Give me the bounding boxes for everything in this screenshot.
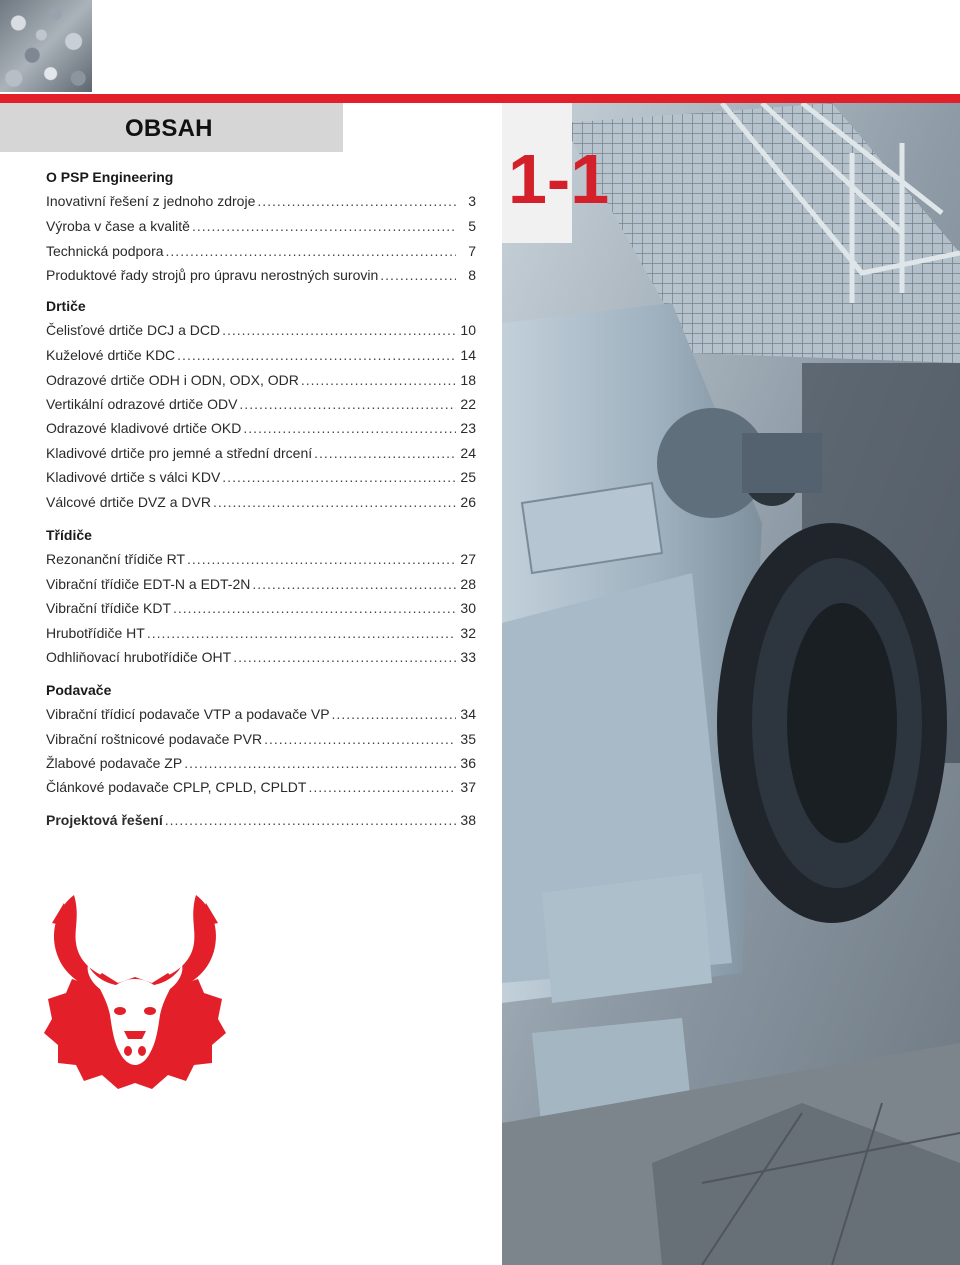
toc-entry-label: Vertikální odrazové drtiče ODV xyxy=(46,396,238,412)
toc-entry-label: Odrazové drtiče ODH i ODN, ODX, ODR xyxy=(46,372,299,388)
toc-entry-label: Výroba v čase a kvalitě xyxy=(46,218,190,234)
toc-entry[interactable] xyxy=(46,706,476,724)
page-title: OBSAH xyxy=(125,115,213,142)
toc-entry[interactable] xyxy=(46,779,476,797)
toc-entry-label: Vibrační třídiče EDT-N a EDT-2N xyxy=(46,576,251,592)
toc-entry-page: 35 xyxy=(460,731,476,747)
toc-entry-label: Technická podpora xyxy=(46,243,164,259)
toc-entry-page: 30 xyxy=(460,600,476,616)
toc-entry-label: Čelisťové drtiče DCJ a DCD xyxy=(46,322,221,338)
toc-entry-page: 34 xyxy=(460,706,476,722)
toc-entry-page: 36 xyxy=(460,755,476,771)
toc-entry-label: Inovativní řešení z jednoho zdroje xyxy=(46,193,256,209)
toc-entry-page: 7 xyxy=(468,243,476,259)
toc-entry-label: Vibrační roštnicové podavače PVR xyxy=(46,731,263,747)
toc-entry-page: 24 xyxy=(460,445,476,461)
toc-entry-label: Hrubotřídiče HT xyxy=(46,625,145,641)
toc-entry-page: 23 xyxy=(460,420,476,436)
toc-entry-page: 28 xyxy=(460,576,476,592)
toc-entry[interactable] xyxy=(46,551,476,569)
toc-entry[interactable] xyxy=(46,243,476,261)
machine-photo xyxy=(502,103,960,1265)
toc-entry-page: 14 xyxy=(460,347,476,363)
section-heading: Drtiče xyxy=(46,298,86,314)
toc-entry-page: 26 xyxy=(460,494,476,510)
toc-entry[interactable] xyxy=(46,625,476,643)
toc-entry[interactable] xyxy=(46,218,476,236)
toc-entry-label: Odhliňovací hrubotřídiče OHT xyxy=(46,649,232,665)
toc-entry-label: Projektová řešení xyxy=(46,812,163,828)
toc-entry[interactable] xyxy=(46,445,476,463)
toc-entry-label: Odrazové kladivové drtiče OKD xyxy=(46,420,242,436)
toc-entry-page: 33 xyxy=(460,649,476,665)
toc-entry-label: Válcové drtiče DVZ a DVR xyxy=(46,494,211,510)
red-header-line xyxy=(0,94,960,103)
toc-entry-label: Vibrační třídiče KDT xyxy=(46,600,172,616)
toc-entry[interactable] xyxy=(46,649,476,667)
toc-entry-page: 3 xyxy=(468,193,476,209)
toc-entry-page: 22 xyxy=(460,396,476,412)
toc-entry[interactable] xyxy=(46,469,476,487)
toc-entry[interactable] xyxy=(46,347,476,365)
toc-entry[interactable] xyxy=(46,755,476,773)
section-heading: Podavače xyxy=(46,682,112,698)
toc-entry-page: 37 xyxy=(460,779,476,795)
toc-entry[interactable] xyxy=(46,267,476,285)
toc-entry[interactable] xyxy=(46,420,476,438)
section-heading: O PSP Engineering xyxy=(46,169,174,185)
toc-entry[interactable] xyxy=(46,322,476,340)
toc-entry[interactable] xyxy=(46,731,476,749)
toc-entry-page: 10 xyxy=(460,322,476,338)
toc-entry[interactable] xyxy=(46,396,476,414)
toc-entry[interactable] xyxy=(46,193,476,211)
toc-entry-page: 32 xyxy=(460,625,476,641)
toc-entry-page: 27 xyxy=(460,551,476,567)
toc-entry[interactable] xyxy=(46,600,476,618)
toc-entry-label: Kladivové drtiče s válci KDV xyxy=(46,469,221,485)
toc-entry-label: Rezonanční třídiče RT xyxy=(46,551,186,567)
toc-entry-label: Vibrační třídicí podavače VTP a podavače VP xyxy=(46,706,330,722)
toc-entry[interactable] xyxy=(46,576,476,594)
bull-gear-logo xyxy=(44,893,226,1093)
gravel-photo xyxy=(0,0,92,92)
toc-entry-page: 25 xyxy=(460,469,476,485)
toc-entry[interactable] xyxy=(46,372,476,390)
toc-entry-label: Žlabové podavače ZP xyxy=(46,755,183,771)
toc-entry-projects[interactable] xyxy=(46,812,476,830)
toc-entry-page: 8 xyxy=(468,267,476,283)
toc-entry-page: 5 xyxy=(468,218,476,234)
toc-entry-page: 18 xyxy=(460,372,476,388)
toc-entry-label: Kuželové drtiče KDC xyxy=(46,347,176,363)
toc-entry[interactable] xyxy=(46,494,476,512)
toc-entry-label: Produktové řady strojů pro úpravu nerostných surovin xyxy=(46,267,379,283)
toc-entry-page: 38 xyxy=(460,812,476,828)
toc-entry-label: Kladivové drtiče pro jemné a střední drcení xyxy=(46,445,313,461)
toc-entry-label: Článkové podavače CPLP, CPLD, CPLDT xyxy=(46,779,307,795)
section-heading: Třídiče xyxy=(46,527,92,543)
machine-sign-text: 1-1 xyxy=(508,140,610,218)
